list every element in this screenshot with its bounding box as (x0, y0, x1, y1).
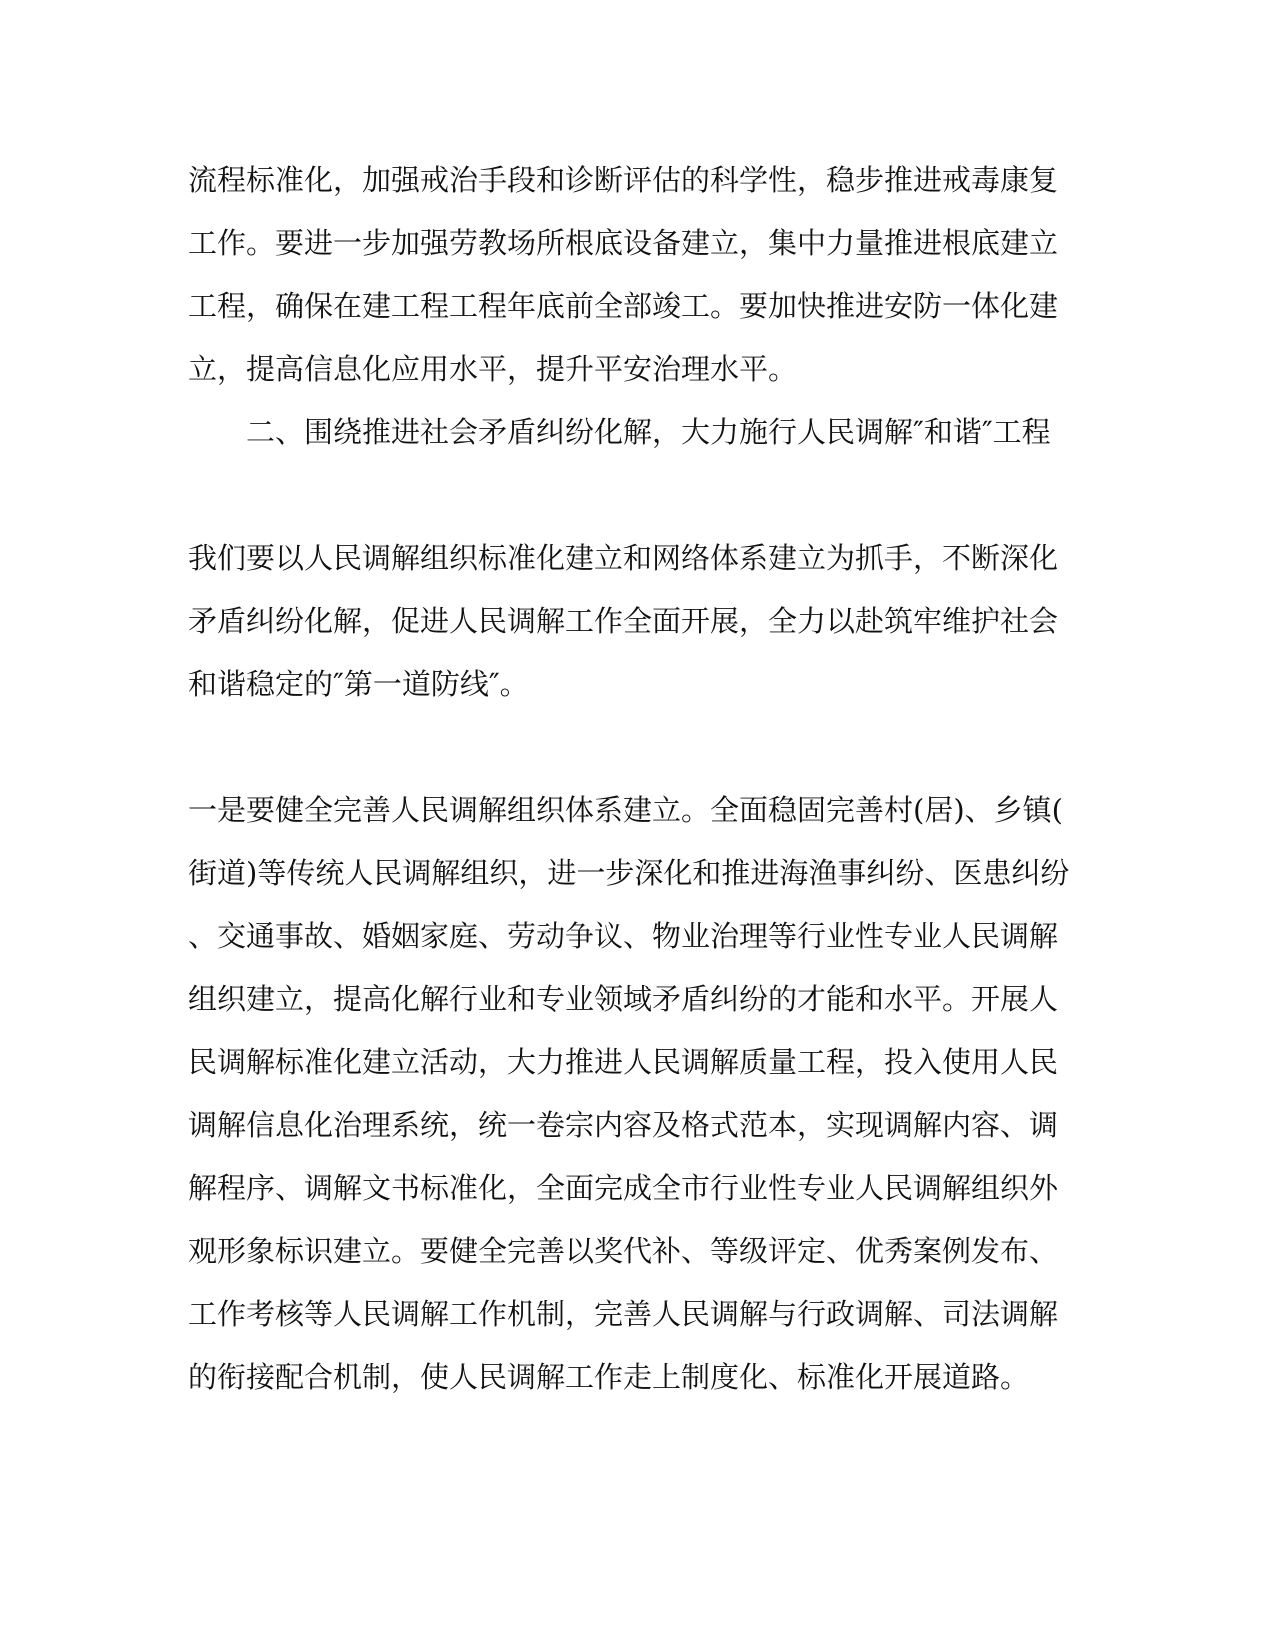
text-line: 解程序、调解文书标准化，全面完成全市行业性专业人民调解组织外 (188, 1171, 1059, 1205)
text-line: 和谐稳定的″第一道防线″。 (188, 667, 529, 701)
text-line: 工作。要进一步加强劳教场所根底设备建立，集中力量推进根底建立 (188, 226, 1059, 260)
text-line: 立，提高信息化应用水平，提升平安治理水平。 (188, 352, 798, 386)
text-line: 、交通事故、婚姻家庭、劳动争议、物业治理等行业性专业人民调解 (188, 919, 1059, 953)
text-line: 街道)等传统人民调解组织，进一步深化和推进海渔事纠纷、医患纠纷 (188, 856, 1070, 890)
text-line: 观形象标识建立。要健全完善以奖代补、等级评定、优秀案例发布、 (188, 1234, 1059, 1268)
text-line: 组织建立，提高化解行业和专业领域矛盾纠纷的才能和水平。开展人 (188, 982, 1059, 1016)
text-line: 民调解标准化建立活动，大力推进人民调解质量工程，投入使用人民 (188, 1045, 1059, 1079)
text-line: 流程标准化，加强戒治手段和诊断评估的科学性，稳步推进戒毒康复 (188, 163, 1059, 197)
text-line: 我们要以人民调解组织标准化建立和网络体系建立为抓手，不断深化 (188, 541, 1059, 575)
text-line: 的衔接配合机制，使人民调解工作走上制度化、标准化开展道路。 (188, 1360, 1030, 1394)
text-line: 一是要健全完善人民调解组织体系建立。全面稳固完善村(居)、乡镇( (188, 793, 1063, 827)
text-line: 调解信息化治理系统，统一卷宗内容及格式范本，实现调解内容、调 (188, 1108, 1059, 1142)
text-line: 矛盾纠纷化解，促进人民调解工作全面开展，全力以赴筑牢维护社会 (188, 604, 1059, 638)
text-line: 工作考核等人民调解工作机制，完善人民调解与行政调解、司法调解 (188, 1297, 1059, 1331)
section-heading: 二、围绕推进社会矛盾纠纷化解，大力施行人民调解″和谐″工程 (188, 415, 1051, 449)
text-line: 工程，确保在建工程工程年底前全部竣工。要加快推进安防一体化建 (188, 289, 1059, 323)
